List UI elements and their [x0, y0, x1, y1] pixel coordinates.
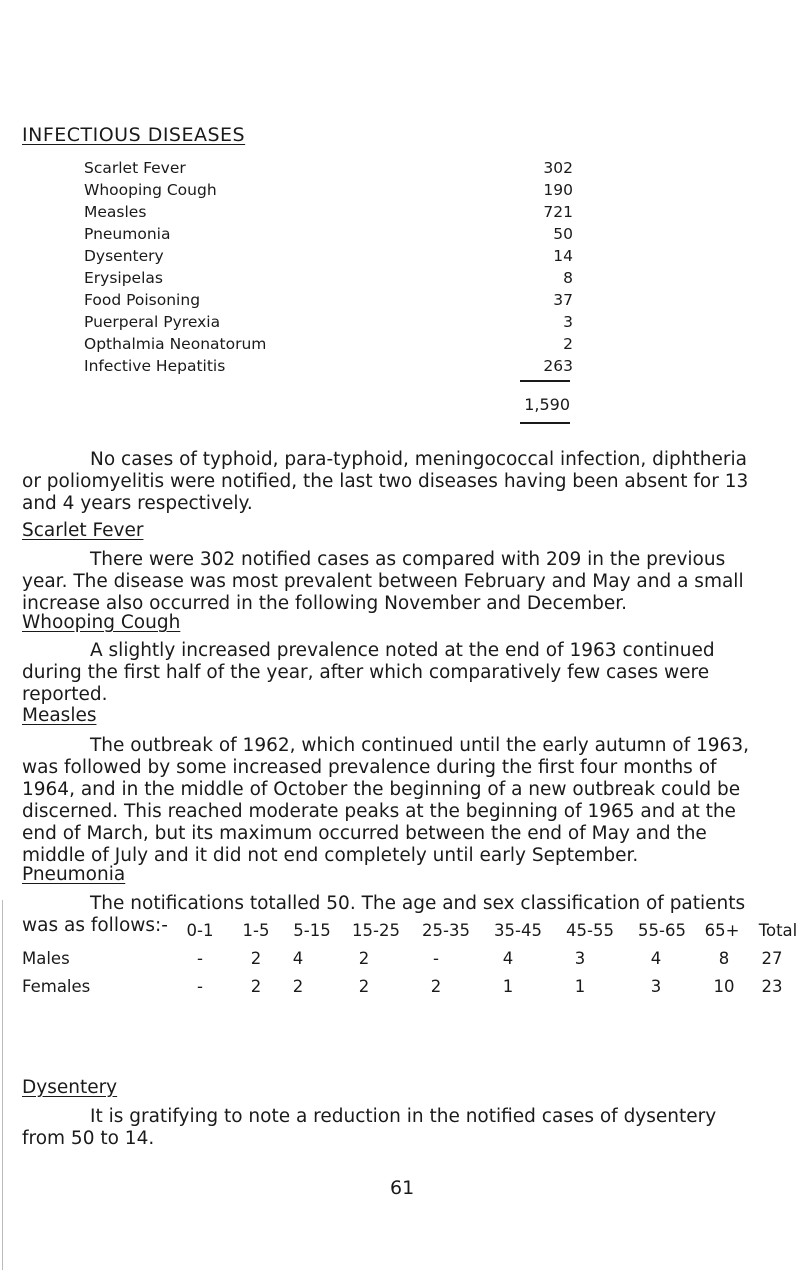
table-cell: 23: [761, 977, 783, 996]
disease-count: 302: [543, 159, 573, 177]
pneumonia-paragraph: The notifications totalled 50. The age and sex classification of patients was as follows:-: [22, 893, 746, 936]
column-header: Total: [758, 921, 798, 940]
disease-name: Puerperal Pyrexia: [84, 313, 221, 331]
total-rule-top: [520, 380, 570, 382]
disease-count-table: [84, 157, 574, 377]
table-cell: 27: [761, 949, 783, 968]
table-cell: 2: [292, 977, 304, 996]
table-cell: 2: [430, 977, 442, 996]
disease-name: Food Poisoning: [84, 291, 201, 309]
scarlet-fever-paragraph: There were 302 notified cases as compared with 209 in the previous year. The disease was most prevalent between February and May and a small increase also occurred in the following November and December.: [22, 549, 744, 614]
table-row: [22, 949, 783, 977]
table-cell: 2: [358, 949, 370, 968]
disease-count: 721: [543, 203, 573, 221]
column-header: 45-55: [566, 921, 614, 940]
disease-count: 190: [543, 181, 573, 199]
intro-paragraph: No cases of typhoid, para-typhoid, meningococcal infection, diphtheria or poliomyelitis were notified, the last two diseases having been absent for 13 and 4 years respectively.: [22, 449, 749, 514]
disease-count: 14: [553, 247, 573, 265]
total-rule-bottom: [520, 422, 570, 424]
disease-name: Scarlet Fever: [84, 159, 186, 177]
section-heading-whooping-cough: Whooping Cough: [22, 612, 181, 633]
section-heading-measles: Measles: [22, 705, 97, 726]
scan-edge-line: [2, 900, 3, 1270]
table-row: [84, 289, 574, 311]
table-row: [84, 179, 574, 201]
table-row: [84, 245, 574, 267]
table-row: [84, 223, 574, 245]
disease-count: 3: [563, 313, 573, 331]
table-row: [84, 201, 574, 223]
column-header: 65+: [704, 921, 740, 940]
table-row: [84, 311, 574, 333]
column-header: 15-25: [352, 921, 400, 940]
disease-count: 50: [553, 225, 573, 243]
table-cell: 2: [250, 949, 262, 968]
age-sex-table: [22, 921, 798, 1005]
dysentery-paragraph: It is gratifying to note a reduction in the notified cases of dysentery from 50 to 14.: [22, 1106, 717, 1149]
column-header: 25-35: [422, 921, 470, 940]
table-cell: 4: [292, 949, 304, 968]
table-cell: 10: [713, 977, 735, 996]
column-header: 1-5: [242, 921, 270, 940]
table-row: [84, 333, 574, 355]
disease-name: Opthalmia Neonatorum: [84, 335, 267, 353]
measles-paragraph: The outbreak of 1962, which continued until the early autumn of 1963, was followed by some increased prevalence during the first four months of 1964, and in the middle of October the beginning of a new outbreak could be discerned. This reached moderate peaks at the beginning of 1965 and at the end of March, but its maximum occurred between the end of May and the middle of July and it did not end completely until early September.: [22, 735, 749, 866]
column-header: 5-15: [293, 921, 331, 940]
section-heading-scarlet-fever: Scarlet Fever: [22, 520, 144, 541]
disease-count: 263: [543, 357, 573, 375]
table-cell: 8: [718, 949, 730, 968]
table-cell: 4: [502, 949, 514, 968]
disease-name: Dysentery: [84, 247, 164, 265]
total-count: 1,590: [524, 395, 570, 414]
section-heading-pneumonia: Pneumonia: [22, 864, 126, 885]
disease-name: Infective Hepatitis: [84, 357, 226, 375]
column-header: 0-1: [186, 921, 214, 940]
table-cell: 2: [250, 977, 262, 996]
disease-name: Erysipelas: [84, 269, 163, 287]
table-cell: 4: [650, 949, 662, 968]
table-cell: 1: [502, 977, 514, 996]
table-cell: 3: [574, 949, 586, 968]
table-header-row: [22, 921, 798, 949]
disease-name: Pneumonia: [84, 225, 171, 243]
table-row: [22, 977, 783, 1005]
table-cell: -: [197, 977, 203, 996]
table-cell: -: [197, 949, 203, 968]
disease-count: 2: [563, 335, 573, 353]
table-row: [84, 355, 574, 377]
disease-count: 37: [553, 291, 573, 309]
table-row: [84, 267, 574, 289]
table-cell: -: [433, 949, 439, 968]
page-number: 61: [390, 1177, 415, 1199]
disease-count: 8: [563, 269, 573, 287]
table-row: [84, 157, 574, 179]
table-cell: 3: [650, 977, 662, 996]
column-header: 35-45: [494, 921, 542, 940]
disease-name: Measles: [84, 203, 147, 221]
disease-name: Whooping Cough: [84, 181, 217, 199]
table-cell: 2: [358, 977, 370, 996]
section-heading-dysentery: Dysentery: [22, 1077, 118, 1098]
row-label: Females: [22, 977, 91, 996]
column-header: 55-65: [638, 921, 686, 940]
whooping-cough-paragraph: A slightly increased prevalence noted at the end of 1963 continued during the first half of the year, after which comparatively few cases were reported.: [22, 640, 715, 705]
table-cell: 1: [574, 977, 586, 996]
page-title: INFECTIOUS DISEASES: [22, 124, 246, 146]
row-label: Males: [22, 949, 70, 968]
